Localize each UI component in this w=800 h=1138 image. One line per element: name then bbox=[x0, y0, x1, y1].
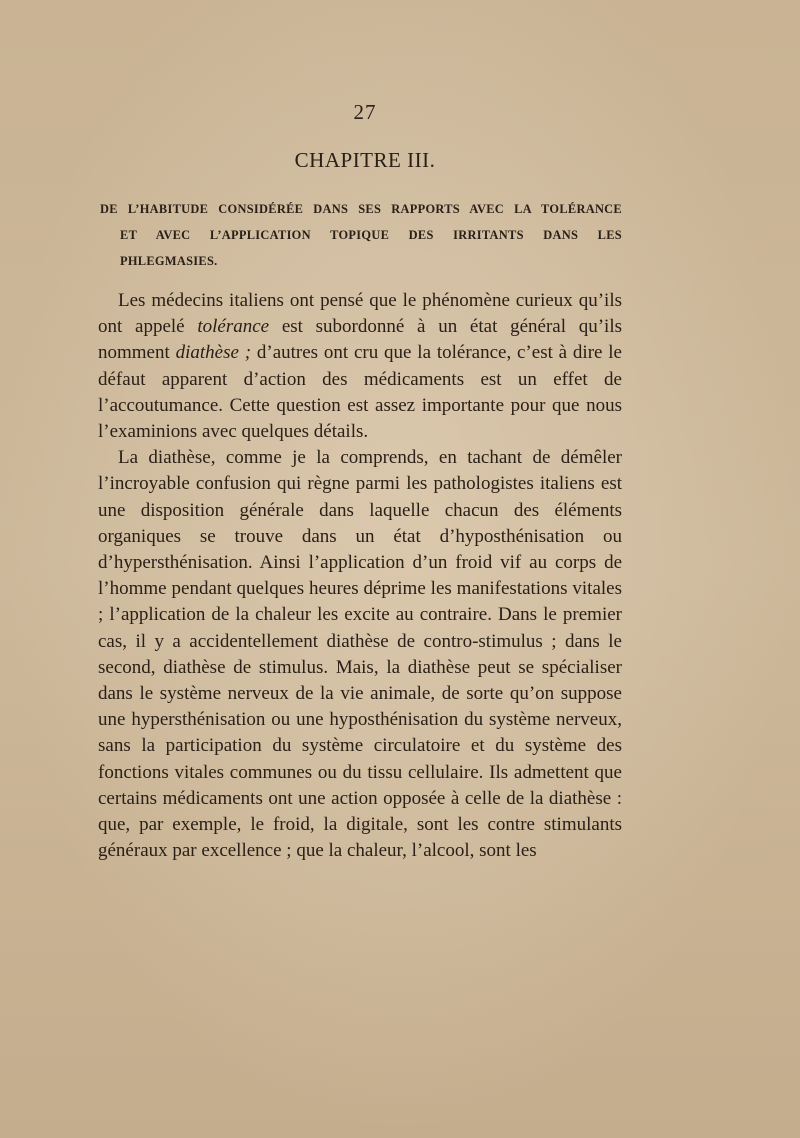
heading-line-3: PHLEGMASIES. bbox=[120, 254, 218, 268]
chapter-title: CHAPITRE III. bbox=[294, 148, 436, 172]
paragraph-1-text-a: Les médecins italiens ont pensé que le phénomène curieux qu’ils ont appelé bbox=[98, 290, 622, 338]
term-tolerance: tolérance bbox=[197, 316, 270, 338]
paragraph-1 bbox=[98, 288, 622, 445]
term-diathese: diathèse ; bbox=[175, 342, 252, 364]
heading-line-1: DE L’HABITUDE CONSIDÉRÉE DANS SES RAPPORTS AVEC LA TOLÉRANCE bbox=[100, 202, 622, 216]
paragraph-1-text-b: est subordonné à un état général qu’ils nomment bbox=[98, 316, 622, 364]
body-text bbox=[98, 288, 622, 864]
chapter-heading bbox=[100, 196, 622, 274]
heading-line-2: ET AVEC L’APPLICATION TOPIQUE DES IRRITANTS DANS LES bbox=[120, 228, 622, 242]
paragraph-1-text-c: d’autres ont cru que la tolérance, c’est à dire le défaut apparent d’action des médicaments est un effet de l’accoutumance. Cette question est assez importante pour que nous l’examinions avec quelques détails. bbox=[98, 342, 622, 443]
paragraph-2: La diathèse, comme je la comprends, en tachant de démêler l’incroyable confusion qui règne parmi les pathologistes italiens est une disposition générale dans laquelle chacun des éléments organiques se trouve dans un état d’hyposthénisation ou d’hypersthénisation. Ainsi l’application d’un froid vif au corps de l’homme pendant quelques heures déprime les manifestations vitales ; l’application de la chaleur les excite au contraire. Dans le premier cas, il y a accidentellement diathèse de contro-stimulus ; dans le second, diathèse de stimulus. Mais, la diathèse peut se spécialiser dans le système nerveux de la vie animale, de sorte qu’on suppose une hypersthénisation ou une hyposthénisation du système nerveux, sans la participation du système circulatoire et du système des fonctions vitales communes ou du tissu cellulaire. Ils admettent que certains médicaments ont une action opposée à celle de la diathèse : que, par exemple, le froid, la digitale, sont les contre stimulants généraux par excellence ; que la chaleur, l’alcool, sont les bbox=[98, 447, 622, 862]
page-number: 27 bbox=[353, 100, 377, 124]
